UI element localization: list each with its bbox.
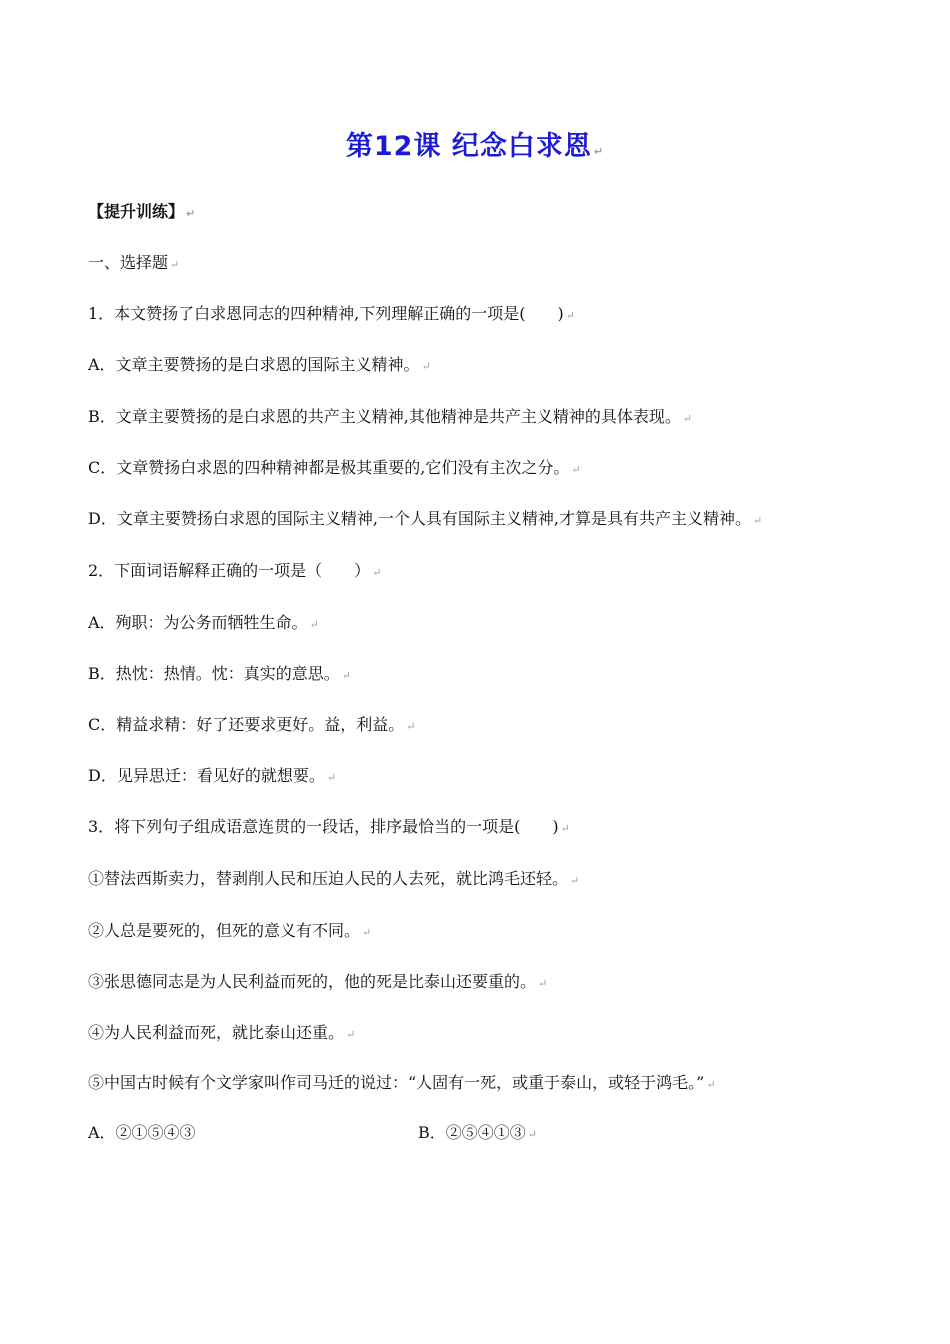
question-3-sentence-3: ③张思德同志是为人民利益而死的，他的死是比泰山还要重的。 ↵ [88,972,548,991]
question-2-option-b: B．热忱：热情。忱：真实的意思。 ↵ [88,664,351,683]
section-header: 【提升训练】 ↵ [88,202,196,221]
question-2-stem: 2．下面词语解释正确的一项是（ ） ↵ [88,561,382,580]
question-2-option-a: A．殉职：为公务而牺牲生命。 ↵ [88,613,319,632]
question-1-stem: 1．本文赞扬了白求恩同志的四种精神,下列理解正确的一项是( ) ↵ [88,304,575,323]
question-1-option-d: D．文章主要赞扬白求恩的国际主义精神,一个人具有国际主义精神,才算是具有共产主义精神。 ↵ [88,509,763,528]
question-1-option-b: B．文章主要赞扬的是白求恩的共产主义精神,其他精神是共产主义精神的具体表现。 ↵ [88,407,693,426]
question-3-sentence-1: ①替法西斯卖力，替剥削人民和压迫人民的人去死，就比鸿毛还轻。 ↵ [88,869,580,888]
question-1-option-c: C．文章赞扬白求恩的四种精神都是极其重要的,它们没有主次之分。 ↵ [88,458,581,477]
question-3-stem: 3．将下列句子组成语意连贯的一段话，排序最恰当的一项是( ) ↵ [88,817,570,836]
question-3-sentence-4: ④为人民利益而死，就比泰山还重。 ↵ [88,1023,356,1042]
question-2-option-d: D．见异思迁：看见好的就想要。 ↵ [88,766,337,785]
question-3-sentence-5: ⑤中国古时候有个文学家叫作司马迁的说过：“人固有一死，或重于泰山，或轻于鸿毛。” ↵ [88,1073,716,1092]
question-3-option-b: B．②⑤④①③ ↵ [418,1123,537,1142]
question-3-option-a: A．②①⑤④③ [88,1123,196,1142]
question-1-option-a: A．文章主要赞扬的是白求恩的国际主义精神。 ↵ [88,355,431,374]
question-3-sentence-2: ②人总是要死的，但死的意义有不同。 ↵ [88,921,372,940]
question-2-option-c: C．精益求精：好了还要求更好。益，利益。 ↵ [88,715,416,734]
page-title: 第12课 纪念白求恩 ↵ [345,131,605,162]
section-type: 一、选择题 ↵ [88,253,180,272]
